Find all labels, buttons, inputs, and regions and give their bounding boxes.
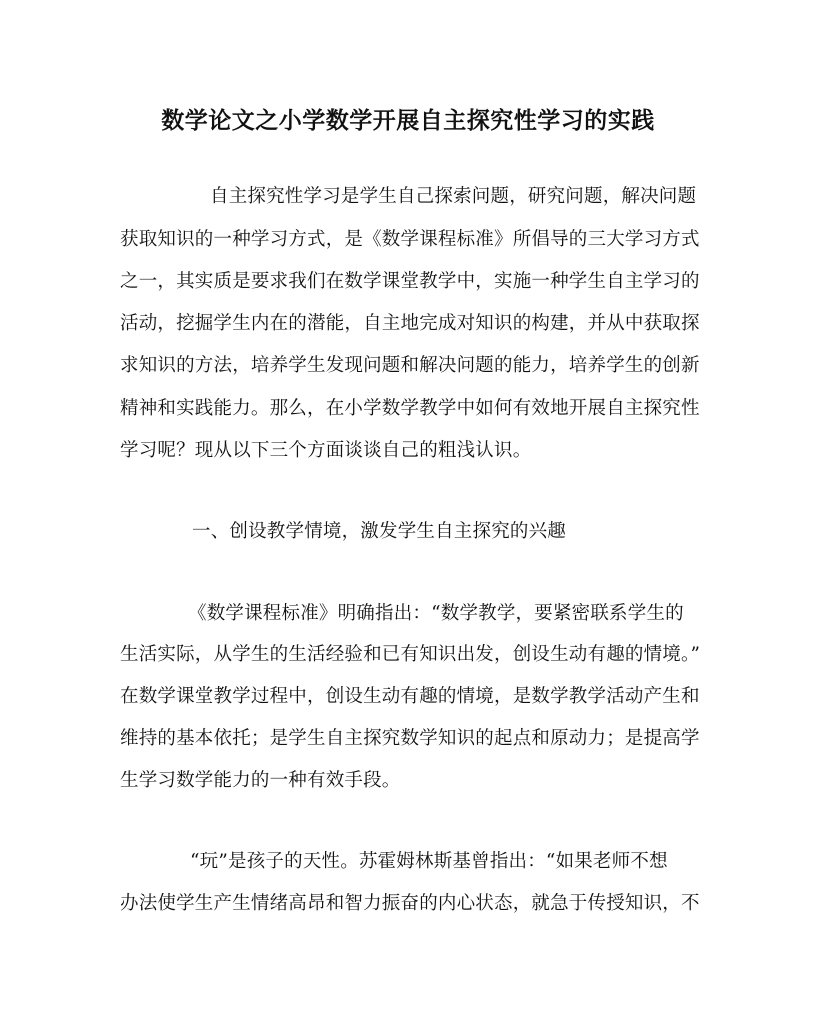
paragraph-3-line-1: “玩”是孩子的天性。苏霍姆林斯基曾指出：“如果老师不想: [190, 851, 668, 872]
paragraph-1-line-1: 自主探究性学习是学生自己探索问题，研究问题，解决问题: [210, 186, 697, 207]
paragraph-2-line-5: 生学习数学能力的一种有效手段。: [120, 770, 401, 791]
paragraph-1-line-2: 获取知识的一种学习方式，是《数学课程标准》所倡导的三大学习方式: [120, 229, 700, 250]
paragraph-2-line-4: 维持的基本依托；是学生自主探究数学知识的起点和原动力；是提高学: [120, 728, 700, 749]
paragraph-2-line-1: 《数学课程标准》明确指出：“数学教学，要紧密联系学生的: [188, 603, 684, 624]
document-title: 数学论文之小学数学开展自主探究性学习的实践: [161, 107, 655, 134]
paragraph-3-line-2: 办法使学生产生情绪高昂和智力振奋的内心状态，就急于传授知识，不: [120, 893, 700, 914]
paragraph-1-line-5: 求知识的方法，培养学生发现问题和解决问题的能力，培养学生的创新: [120, 355, 700, 376]
paragraph-1-line-6: 精神和实践能力。那么，在小学数学教学中如何有效地开展自主探究性: [120, 398, 700, 419]
paragraph-1-line-7: 学习呢？现从以下三个方面谈谈自己的粗浅认识。: [120, 440, 532, 461]
section-heading-1: 一、创设教学情境，激发学生自主探究的兴趣: [192, 521, 567, 542]
paragraph-1-line-3: 之一，其实质是要求我们在数学课堂教学中，实施一种学生自主学习的: [120, 271, 700, 292]
paragraph-1-line-4: 活动，挖掘学生内在的潜能，自主地完成对知识的构建，并从中获取探: [120, 313, 700, 334]
paragraph-2-line-2: 生活实际，从学生的生活经验和已有知识出发，创设生动有趣的情境。”: [120, 644, 701, 665]
paragraph-2-line-3: 在数学课堂教学过程中，创设生动有趣的情境，是数学教学活动产生和: [120, 686, 700, 707]
